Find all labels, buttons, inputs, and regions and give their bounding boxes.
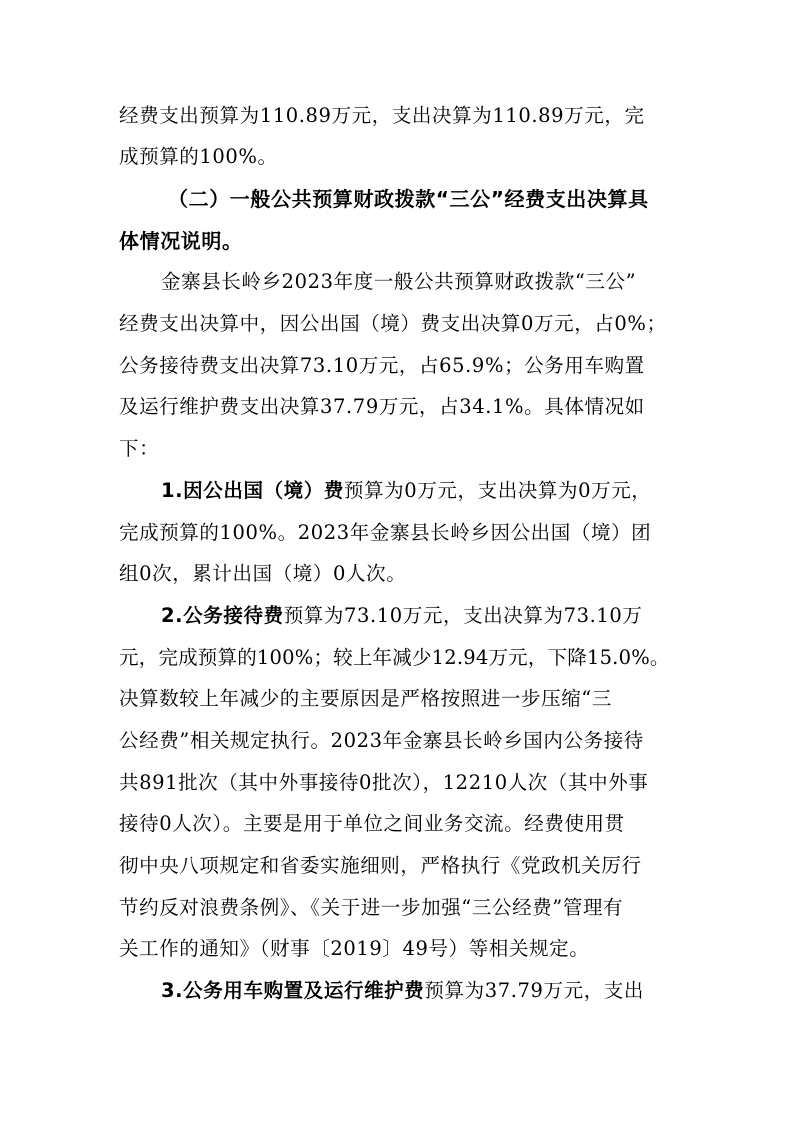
text-line bbox=[119, 102, 675, 130]
text-line bbox=[119, 519, 675, 547]
line-text: 金寨县长岭乡2023年度一般公共预算财政拨款“三公” bbox=[161, 270, 637, 293]
text-line bbox=[119, 685, 675, 713]
text-line bbox=[119, 310, 675, 338]
text-line bbox=[119, 727, 675, 755]
line-text: 经费支出预算为110.89万元，支出决算为110.89万元，完 bbox=[119, 104, 645, 127]
text-line bbox=[119, 644, 675, 672]
text-line bbox=[119, 894, 675, 922]
line-text: 关工作的通知》（财事〔2019〕49号）等相关规定。 bbox=[119, 937, 590, 960]
section-heading bbox=[168, 185, 675, 213]
line-text: 预算为73.10万元，支出决算为73.10万 bbox=[283, 604, 643, 627]
text-line bbox=[119, 852, 675, 880]
text-line bbox=[161, 477, 675, 505]
bold-lead: 2.公务接待费 bbox=[161, 604, 284, 627]
text-line bbox=[119, 352, 675, 380]
text-line bbox=[119, 810, 675, 838]
text-line bbox=[119, 143, 675, 171]
section-heading bbox=[119, 227, 675, 255]
heading-text: 体情况说明。 bbox=[119, 229, 243, 253]
line-text: 预算为37.79万元，支出 bbox=[424, 979, 645, 1002]
line-text: 彻中央八项规定和省委实施细则，严格执行《党政机关厉行 bbox=[119, 854, 642, 877]
line-text: 及运行维护费支出决算37.79万元，占34.1%。具体情况如 bbox=[119, 395, 645, 418]
text-line bbox=[119, 935, 675, 963]
bold-lead: 3.公务用车购置及运行维护费 bbox=[161, 979, 425, 1002]
line-text: 节约反对浪费条例》、《关于进一步加强“三公经费”管理有 bbox=[119, 896, 624, 919]
text-line bbox=[119, 435, 675, 463]
line-text: 决算数较上年减少的主要原因是严格按照进一步压缩“三 bbox=[119, 687, 612, 710]
text-line bbox=[119, 560, 675, 588]
line-text: 元，完成预算的100%；较上年减少12.94万元，下降15.0%。 bbox=[119, 646, 670, 669]
bold-lead: 1.因公出国（境）费 bbox=[161, 479, 344, 502]
text-line bbox=[119, 393, 675, 421]
line-text: 下： bbox=[119, 437, 160, 460]
line-text: 共891批次（其中外事接待0批次），12210人次（其中外事 bbox=[119, 771, 649, 794]
line-text: 完成预算的100%。2023年金寨县长岭乡因公出国（境）团 bbox=[119, 521, 652, 544]
line-text: 预算为0万元，支出决算为0万元， bbox=[343, 479, 652, 502]
text-line bbox=[161, 268, 675, 296]
line-text: 成预算的100%。 bbox=[119, 145, 278, 168]
line-text: 组0次，累计出国（境）0人次。 bbox=[119, 562, 407, 585]
line-text: 公经费”相关规定执行。2023年金寨县长岭乡国内公务接待 bbox=[119, 729, 644, 752]
line-text: 经费支出决算中，因公出国（境）费支出决算0万元，占0%； bbox=[119, 312, 667, 335]
text-line bbox=[119, 769, 675, 797]
line-text: 接待0人次）。主要是用于单位之间业务交流。经费使用贯 bbox=[119, 812, 625, 835]
line-text: 公务接待费支出决算73.10万元，占65.9%；公务用车购置 bbox=[119, 354, 645, 377]
text-line bbox=[161, 977, 675, 1005]
heading-text: （二）一般公共预算财政拨款“三公”经费支出决算具 bbox=[168, 187, 649, 211]
text-line bbox=[161, 602, 675, 630]
